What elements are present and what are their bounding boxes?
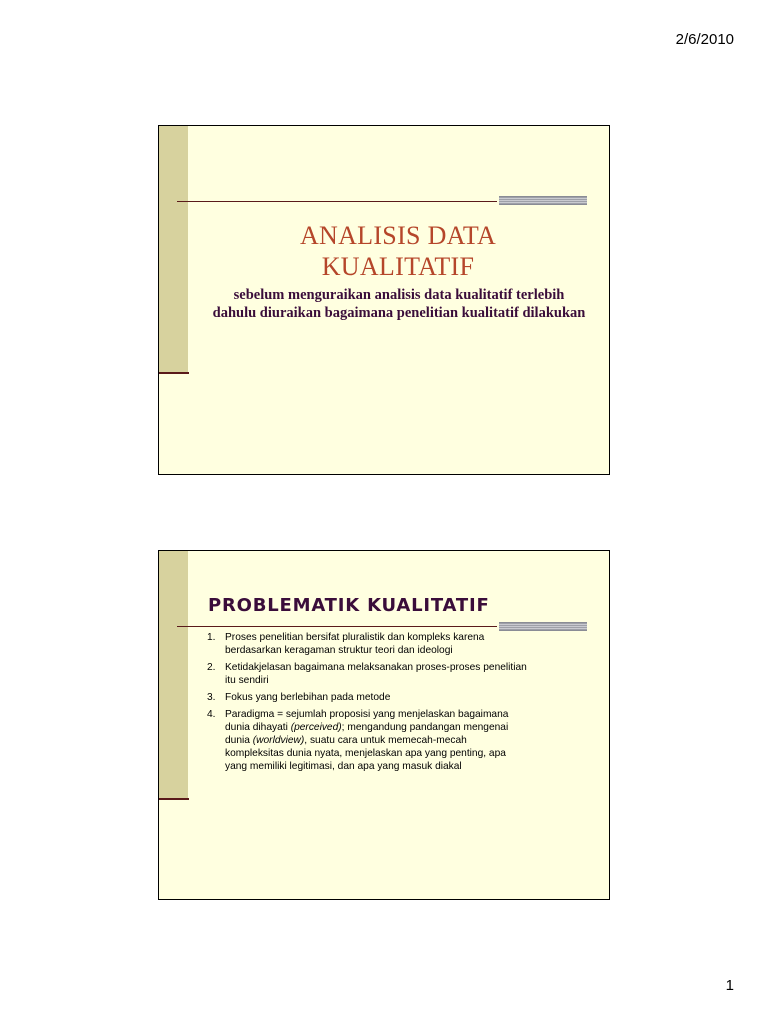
list-item-text: Paradigma = sejumlah proposisi yang menjelaskan bagaimana: [225, 709, 509, 720]
heading-rule: [177, 626, 497, 627]
list-item-number: 2.: [207, 662, 216, 673]
slide-subtitle: [209, 286, 589, 322]
list-item-text: Proses penelitian bersifat pluralistik dan kompleks karena: [225, 632, 485, 643]
list-item-number: 1.: [207, 632, 216, 643]
slide-title-heading: [219, 220, 577, 282]
list-item-number: 4.: [207, 709, 216, 720]
list-item-text: [225, 734, 569, 747]
list-item-text: [225, 721, 569, 734]
slide-problematik: [158, 550, 610, 900]
slide-left-bar: [159, 126, 188, 373]
problem-list: [207, 631, 569, 777]
title-line-2: KUALITATIF: [321, 252, 475, 281]
slide-left-bar: [159, 551, 188, 799]
italic-term: (perceived): [290, 722, 342, 733]
slide-bar-foot: [159, 372, 189, 374]
list-item: [207, 691, 569, 704]
slide-title: [158, 125, 610, 475]
title-rule: [177, 201, 497, 202]
text-run: dunia dihayati: [225, 722, 291, 733]
list-item: [207, 708, 569, 773]
list-item-text: Ketidakjelasan bagaimana melaksanakan proses-proses penelitian: [225, 662, 527, 673]
italic-term: (worldview): [252, 735, 305, 746]
list-item-text: berdasarkan keragaman struktur teori dan ideologi: [225, 645, 453, 656]
text-run: dunia: [225, 735, 253, 746]
list-item-text: kompleksitas dunia nyata, menjelaskan apa yang penting, apa: [225, 748, 506, 759]
list-item-text: itu sendiri: [225, 675, 269, 686]
list-item-number: 3.: [207, 692, 216, 703]
slide-bar-foot: [159, 798, 189, 800]
list-item: [207, 661, 569, 687]
text-run: ; mengandung pandangan mengenai: [341, 722, 509, 733]
list-item-text: yang memiliki legitimasi, dan apa yang masuk diakal: [225, 761, 462, 772]
slide-heading: PROBLEMATIK KUALITATIF: [208, 595, 490, 616]
list-item: [207, 631, 569, 657]
subtitle-line-1: sebelum menguraikan analisis data kualitatif terlebih: [233, 287, 565, 303]
list-item-text: Fokus yang berlebihan pada metode: [225, 692, 391, 703]
subtitle-line-2: dahulu diuraikan bagaimana penelitian kualitatif dilakukan: [212, 305, 586, 321]
text-run: , suatu cara untuk memecah-mecah: [304, 735, 467, 746]
heading-rule-accent: [499, 622, 587, 631]
page-number: 1: [725, 977, 734, 994]
title-rule-accent: [499, 196, 587, 205]
page-date: 2/6/2010: [675, 31, 734, 48]
title-line-1: ANALISIS DATA: [299, 221, 497, 250]
